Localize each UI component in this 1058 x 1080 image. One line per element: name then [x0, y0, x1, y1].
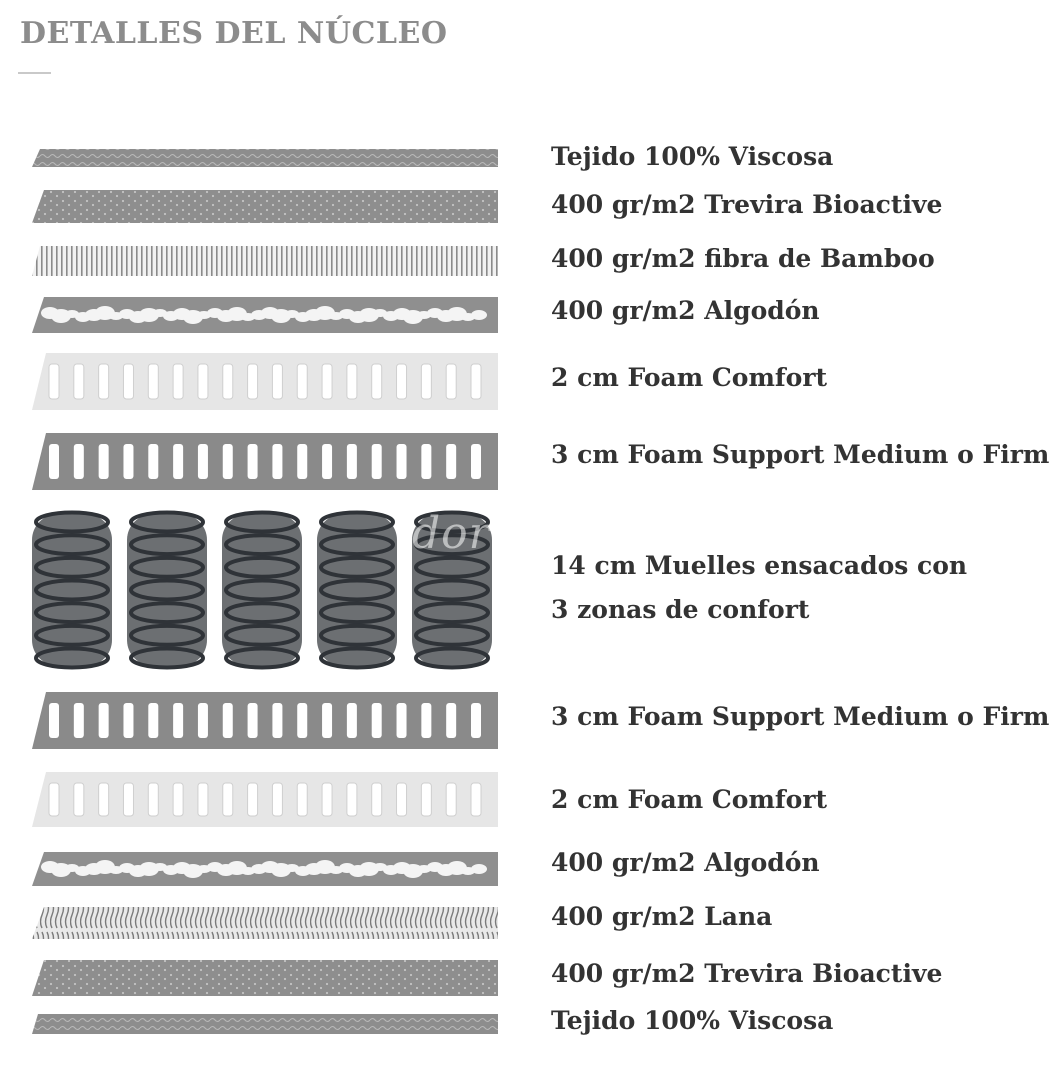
layer-label-springs: 14 cm Muelles ensacados con 3 zonas de confort [551, 551, 968, 624]
layer-algodon-bot [32, 852, 498, 886]
layer-foam-comfort-top [32, 353, 498, 410]
layer-label-foam-support-top: 3 cm Foam Support Medium o Firm [551, 440, 1050, 469]
layer-label-viscosa-top: Tejido 100% Viscosa [551, 142, 834, 171]
layer-label-lana: 400 gr/m2 Lana [551, 902, 773, 931]
layer-foam-support-top [32, 433, 498, 490]
layer-algodon-top [32, 297, 498, 333]
layer-label-bamboo: 400 gr/m2 fibra de Bamboo [551, 244, 935, 273]
layer-label-trevira-top: 400 gr/m2 Trevira Bioactive [551, 190, 943, 219]
layer-lana [32, 907, 498, 939]
layer-bamboo [32, 246, 498, 276]
layer-viscosa-top [32, 149, 498, 167]
layer-foam-support-bot [32, 692, 498, 749]
layer-foam-comfort-bot [32, 772, 498, 827]
layer-trevira-bot [32, 960, 498, 996]
layer-label-trevira-bot: 400 gr/m2 Trevira Bioactive [551, 959, 943, 988]
layer-trevira-top [32, 190, 498, 223]
layer-label-algodon-bot: 400 gr/m2 Algodón [551, 848, 820, 877]
layer-label-viscosa-bot: Tejido 100% Viscosa [551, 1006, 834, 1035]
layer-viscosa-bot [32, 1014, 498, 1034]
layer-label-algodon-top: 400 gr/m2 Algodón [551, 296, 820, 325]
layer-label-foam-support-bot: 3 cm Foam Support Medium o Firm [551, 702, 1050, 731]
page-title: DETALLES DEL NÚCLEO [20, 16, 448, 51]
watermark-text: dor [412, 508, 491, 559]
layer-label-foam-comfort-bot: 2 cm Foam Comfort [551, 785, 828, 814]
layer-label-foam-comfort-top: 2 cm Foam Comfort [551, 363, 828, 392]
